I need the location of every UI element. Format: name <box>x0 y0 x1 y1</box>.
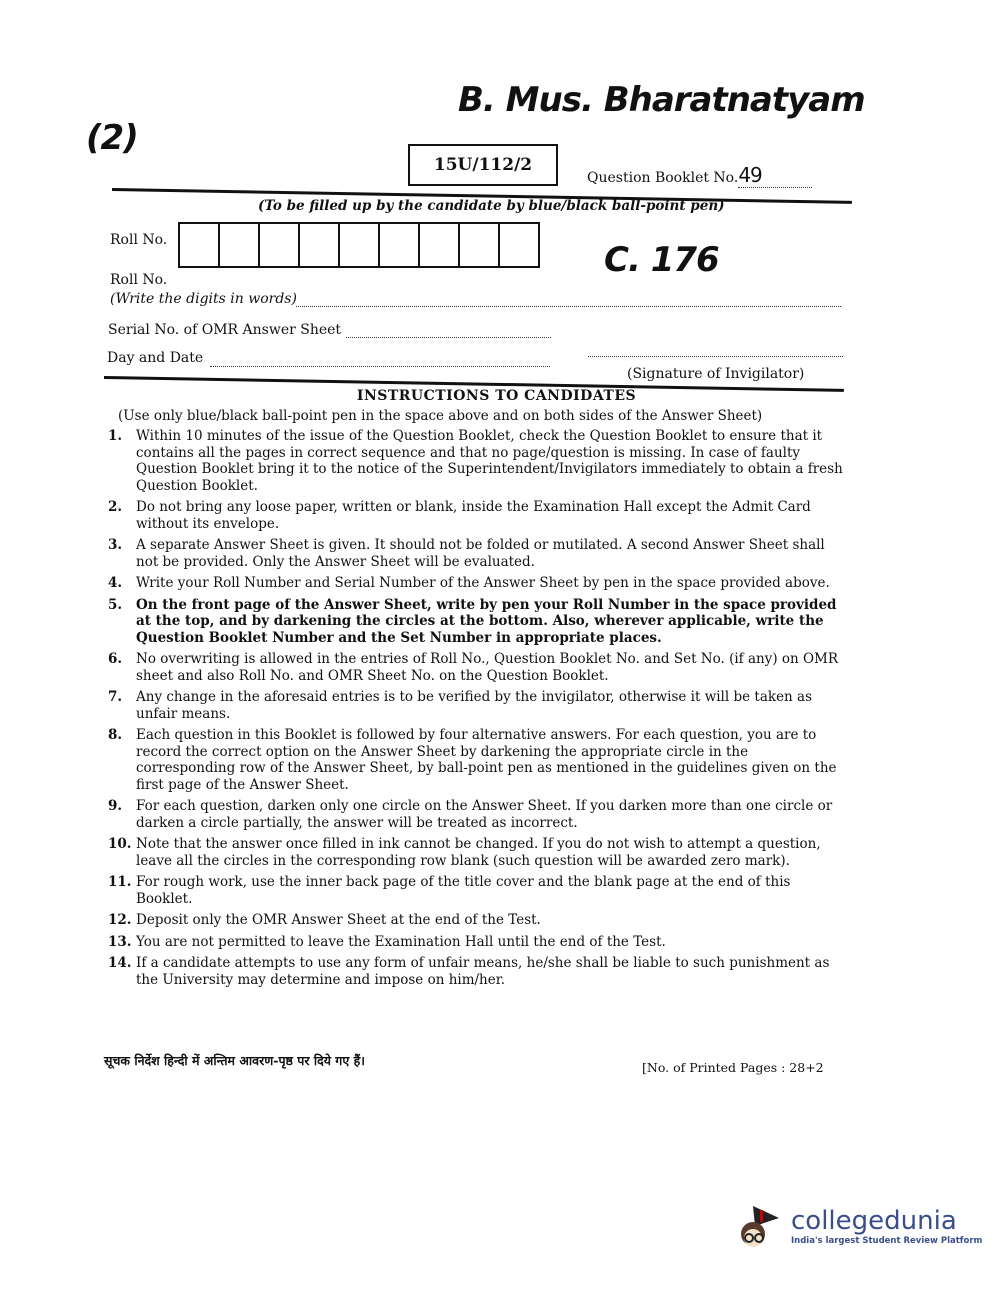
instruction-item <box>108 798 843 831</box>
instruction-text: If a candidate attempts to use any form of unfair means, he/she shall be liable to such punishment as the University may determine and impose on him/her. <box>136 955 830 988</box>
instruction-text: For each question, darken only one circle on the Answer Sheet. If you darken more than one circle or darken a circle partially, the answer will be treated as incorrect. <box>136 798 833 831</box>
instruction-number: 10. <box>108 836 132 852</box>
fill-note: (To be filled up by the candidate by blue/black ball-point pen) <box>258 198 725 214</box>
roll-digit-box[interactable] <box>500 224 538 266</box>
instruction-text: A separate Answer Sheet is given. It should not be folded or mutilated. A second Answer Sheet shall not be provided. Only the Answer Sheet will be evaluated. <box>136 537 825 570</box>
instruction-item <box>108 651 843 684</box>
roll-no-boxes[interactable] <box>178 222 540 268</box>
roll-digit-box[interactable] <box>460 224 500 266</box>
instruction-text: Deposit only the OMR Answer Sheet at the end of the Test. <box>136 912 541 928</box>
handwritten-mark: C. 176 <box>604 240 719 280</box>
serial-label: Serial No. of OMR Answer Sheet <box>108 322 342 338</box>
roll-words-hint: (Write the digits in words) <box>110 291 297 307</box>
instruction-item <box>108 499 843 532</box>
roll-digit-box[interactable] <box>180 224 220 266</box>
instruction-text: You are not permitted to leave the Examination Hall until the end of the Test. <box>136 933 666 950</box>
instruction-number: 11. <box>108 874 132 890</box>
instruction-number: 5. <box>108 596 123 613</box>
roll-words-field[interactable] <box>296 306 841 307</box>
roll-no-label: Roll No. <box>110 232 168 248</box>
instruction-number: 14. <box>108 955 132 971</box>
instruction-text: Write your Roll Number and Serial Number of the Answer Sheet by pen in the space provided above. <box>136 575 830 591</box>
booklet-no-value: 49 <box>738 163 811 188</box>
instruction-text: Any change in the aforesaid entries is to be verified by the invigilator, otherwise it will be taken as unfair means. <box>136 689 813 722</box>
hindi-note: सूचक निर्देश हिन्दी में अन्तिम आवरण-पृष्ठ पर दिये गए हैं। <box>104 1053 365 1068</box>
instructions-list <box>108 428 843 993</box>
instruction-item <box>108 836 843 869</box>
handwritten-corner-mark: (2) <box>86 118 138 158</box>
instructions-subtitle: (Use only blue/black ball-point pen in the space above and on both sides of the Answer Sheet) <box>118 408 763 424</box>
instruction-item <box>108 575 843 592</box>
roll-digit-box[interactable] <box>420 224 460 266</box>
brand-name: collegedunia <box>791 1206 957 1236</box>
instruction-number: 6. <box>108 651 123 667</box>
instructions-title: INSTRUCTIONS TO CANDIDATES <box>356 388 637 404</box>
printed-pages: [No. of Printed Pages : 28+2 <box>642 1060 824 1075</box>
instruction-item <box>108 597 843 647</box>
instruction-number: 8. <box>108 727 123 743</box>
instruction-number: 2. <box>108 499 123 515</box>
paper-code: 15U/112/2 <box>408 144 558 186</box>
roll-digit-box[interactable] <box>220 224 260 266</box>
instruction-text: For rough work, use the inner back page of the title cover and the blank page at the end of this Booklet. <box>136 874 791 907</box>
instruction-item <box>108 912 843 929</box>
instruction-item <box>108 934 843 951</box>
instruction-item <box>108 428 843 494</box>
instruction-number: 13. <box>108 933 132 950</box>
roll-digit-box[interactable] <box>340 224 380 266</box>
roll-words-label: Roll No. <box>110 272 168 288</box>
signature-field[interactable] <box>588 356 843 357</box>
instruction-item <box>108 874 843 907</box>
roll-digit-box[interactable] <box>300 224 340 266</box>
instruction-item <box>108 537 843 570</box>
instruction-item <box>108 955 843 988</box>
instruction-item <box>108 727 843 793</box>
instruction-number: 3. <box>108 537 123 553</box>
brand-tagline: India's largest Student Review Platform <box>791 1236 983 1246</box>
instruction-number: 1. <box>108 428 123 444</box>
instruction-number: 9. <box>108 798 123 814</box>
instruction-number: 4. <box>108 575 123 591</box>
roll-digit-box[interactable] <box>380 224 420 266</box>
day-date-label: Day and Date <box>107 350 204 366</box>
instruction-number: 7. <box>108 689 123 705</box>
day-date-field[interactable] <box>210 366 550 367</box>
roll-digit-box[interactable] <box>260 224 300 266</box>
instruction-text: Note that the answer once filled in ink cannot be changed. If you do not wish to attempt a question, leave all the circles in the corresponding row blank (such question will be awarded zero mark). <box>136 836 821 869</box>
collegedunia-logo <box>735 1198 982 1254</box>
instruction-text: Do not bring any loose paper, written or blank, inside the Examination Hall except the Admit Card without its envelope. <box>136 499 811 532</box>
booklet-no-text: Question Booklet No. <box>587 170 739 186</box>
instruction-text: No overwriting is allowed in the entries of Roll No., Question Booklet No. and Set No. (if any) on OMR sheet and also Roll No. and OMR Sheet No. on the Question Booklet. <box>136 651 839 684</box>
instruction-number: 12. <box>108 912 132 928</box>
signature-label: (Signature of Invigilator) <box>627 366 805 382</box>
instruction-text: On the front page of the Answer Sheet, write by pen your Roll Number in the space provided at the top, and by darkening the circles at the bottom. Also, wherever applicable, write the Question Booklet Number and the Set Number in appropriate places. <box>136 596 837 646</box>
instruction-text: Each question in this Booklet is followed by four alternative answers. For each question, you are to record the correct option on the Answer Sheet by darkening the appropriate circle in the corresponding row of the Answer Sheet, by ball-point pen as mentioned in the guidelines given on the first page of the Answer Sheet. <box>136 727 837 793</box>
instruction-item <box>108 689 843 722</box>
instruction-text: Within 10 minutes of the issue of the Question Booklet, check the Question Booklet to ensure that it contains all the pages in correct sequence and that no page/question is missing. In case of faulty Question Booklet bring it to the notice of the Superintendent/Invigilators immediately to obtain a fresh Question Booklet. <box>136 428 843 494</box>
handwritten-course: B. Mus. Bharatnatyam <box>458 80 865 120</box>
mascot-icon <box>735 1198 791 1254</box>
serial-field[interactable] <box>346 337 551 338</box>
booklet-no-label <box>587 163 812 187</box>
